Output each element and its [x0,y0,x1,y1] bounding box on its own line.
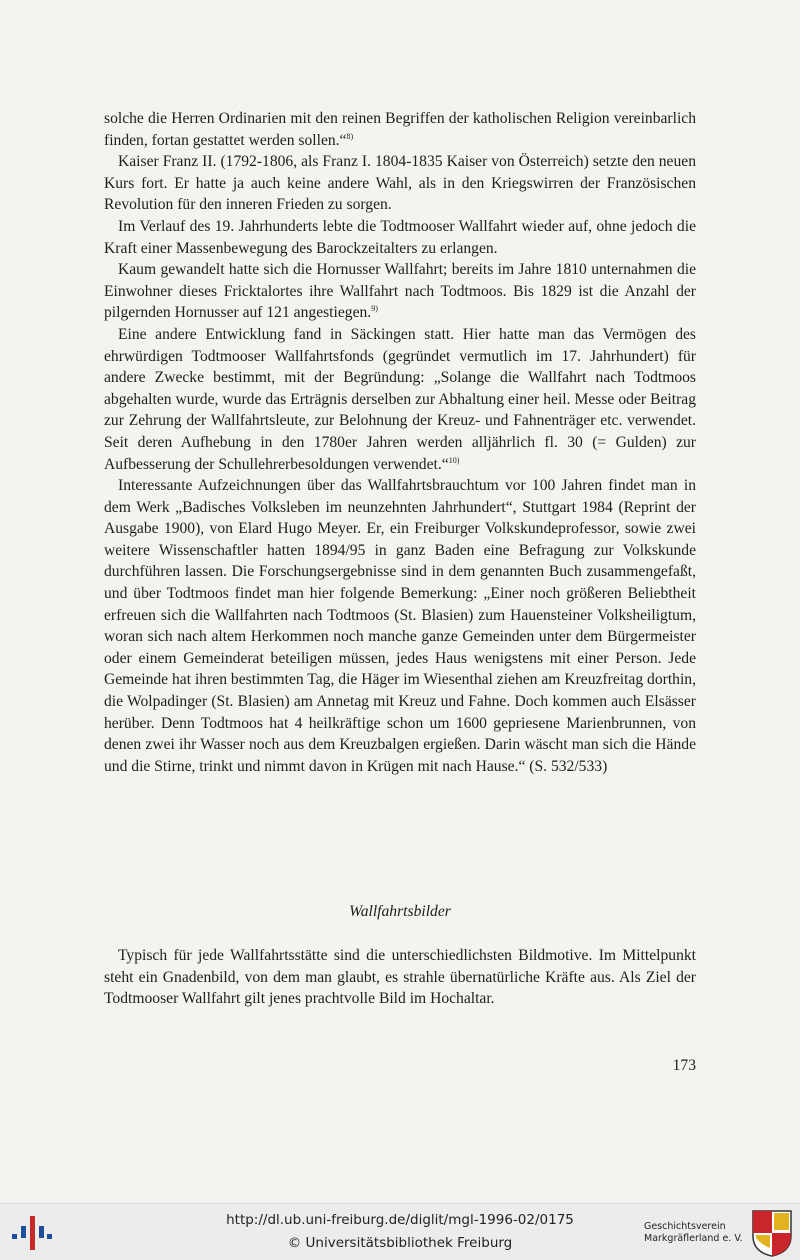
section-text [104,945,696,1010]
footnote-ref-10: 10) [448,455,460,465]
paragraph-1: solche die Herren Ordinarien mit den reinen Begriffen der katholischen Religion vereinbarlich finden, fortan gestattet werden sollen.“$^{8)}$ [104,110,696,149]
coat-of-arms-icon [750,1208,794,1258]
paragraph-4: Kaum gewandelt hatte sich die Hornusser Wallfahrt; bereits im Jahre 1810 unternahmen die Einwohner dieses Fricktalortes ihre Wallfahrt nach Todtmoos. Bis 1829 ist die Anzahl der pilgernden Hornusser auf 121 angestiegen.$^{9)}$ [104,261,696,322]
body-text [104,108,696,777]
footer-copyright: © Universitätsbibliothek Freiburg [287,1235,513,1251]
footer-url-link[interactable]: http://dl.ub.uni-freiburg.de/diglit/mgl-1996-02/0175 [226,1212,574,1228]
library-logo-icon[interactable] [8,1212,52,1254]
paragraph-3: Im Verlauf des 19. Jahrhunderts lebte die Todtmooser Wallfahrt wieder auf, ohne jedoch die Kraft einer Massenbewegung des Barockzeitalters zu erlangen. [104,217,696,257]
section-heading: Wallfahrtsbilder [349,903,451,920]
footnote-ref-9: 9) [371,304,378,314]
paragraph-2: Kaiser Franz II. (1792-1806, als Franz I. 1804-1835 Kaiser von Österreich) setzte den neuen Kurs fort. Er hatte ja auch keine andere Wahl, als in den Kriegswirren der Französischen Revolution für den inneren Frieden zu sorgen. [104,153,696,214]
society-line-2: Markgräflerland e. V. [644,1233,743,1244]
section-paragraph: Typisch für jede Wallfahrtsstätte sind die unterschiedlichsten Bildmotive. Im Mittelpunkt steht ein Gnadenbild, von dem man glaubt, es strahle übernatürliche Kräfte aus. Als Ziel der Todtmooser Wallfahrt gilt jenes prachtvolle Bild im Hochaltar. [104,947,696,1008]
footer-bar [0,1203,800,1260]
footnote-ref-8: 8) [346,131,354,141]
paragraph-5: Eine andere Entwicklung fand in Säckingen statt. Hier hatte man das Vermögen des ehrwürdigen Todtmooser Wallfahrtsfonds (gegründet vermutlich im 17. Jahrhundert) für andere Zwecke bestimmt, mit der Begründung: „Solange die Wallfahrt nach Todtmoos abgehalten wurde, wurde das Erträgnis derselben zur Abhaltung einer heil. Messe oder Beitrag zur Zehrung der Wallfahrtsleute, zur Belohnung der Kreuz- und Fahnenträger etc. verwendet. Seit deren Aufhebung in den 1780er Jahren werden alljährlich fl. 30 (= Gulden) zur Aufbesserung der Schullehrerbesoldungen verwendet.“$^{10)}$ [104,325,696,473]
paragraph-6: Interessante Aufzeichnungen über das Wallfahrtsbrauchtum vor 100 Jahren findet man in dem Werk „Badisches Volksleben im neunzehnten Jahrhundert“, Stuttgart 1984 (Reprint der Ausgabe 1900), von Elard Hugo Meyer. Er, ein Freiburger Volkskundeprofessor, sowie zwei weitere Wissenschaftler hatten 1894/95 in ganz Baden eine Befragung zur Volkskunde durchführen lassen. Die Forschungsergebnisse sind in dem genannten Buch zusammengefaßt, und über Todtmoos findet man hier folgende Bemerkung: „Einer noch größeren Beliebtheit erfreuen sich die Wallfahrten nach Todtmoos (St. Blasien) zum Hauensteiner Volksheiligtum, woran sich nach altem Herkommen noch manche ganze Gemeinden unter dem Bürgermeister oder einem Gemeinderat beteiligen müssen, jedes Haus wenigstens mit einer Person. Jede Gemeinde hat ihren bestimmten Tag, die Häger im Wiesenthal ziehen am Kreuzfreitag dorthin, die Wolpadinger (St. Blasien) am Annetag mit Kreuz und Fahne. Doch kommen auch Elsässer herüber. Denn Todtmoos hat 4 heilkräftige schon um 1600 gepriesene Marienbrunnen, von denen zwei ihr Wasser noch aus dem Kreuzbalgen ergießen. Darin wäscht man sich die Hände und die Stirne, trinkt und nimmt davon in Krügen mit nach Hause.“ (S. 532/533) [104,477,696,775]
page-number: 173 [672,1057,696,1074]
society-line-1: Geschichtsverein [644,1221,726,1232]
society-name [644,1221,754,1245]
